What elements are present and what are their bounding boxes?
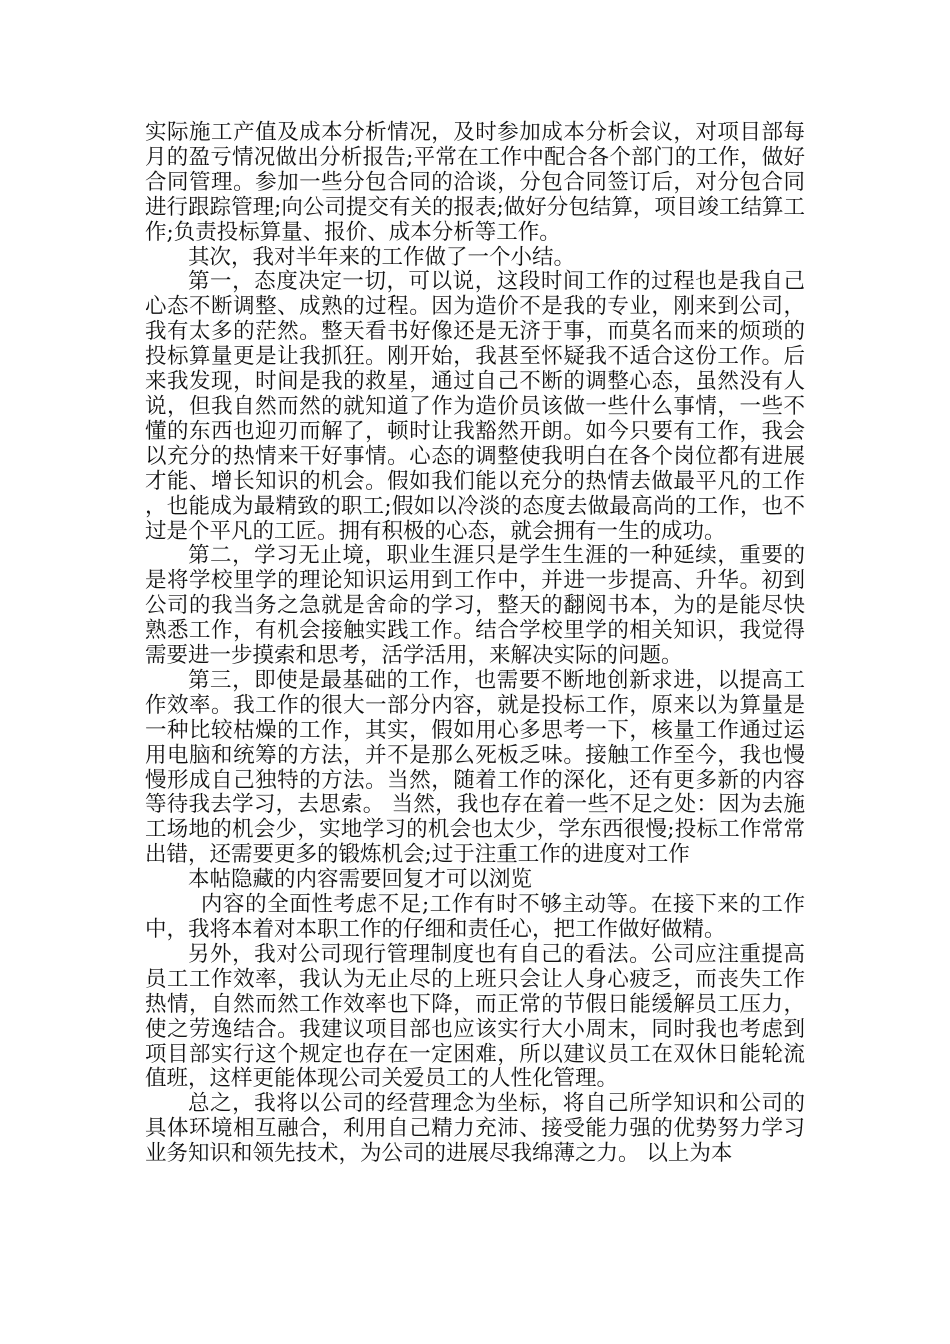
- paragraph-4: 第二，学习无止境，职业生涯只是学生生涯的一种延续，重要的是将学校里学的理论知识运用到工作中，并进一步提高、升华。初到公司的我当务之急就是舍命的学习，整天的翻阅书本，为的是能尽快熟悉工作，有机会接触实践工作。结合学校里学的相关知识，我觉得需要进一步摸索和思考，活学活用，来解决实际的问题。: [145, 543, 805, 669]
- paragraph-6: 内容的全面性考虑不足;工作有时不够主动等。在接下来的工作中，我将本着对本职工作的仔细和责任心，把工作做好做精。: [145, 892, 805, 942]
- hidden-content-notice: 本帖隐藏的内容需要回复才可以浏览: [188, 867, 533, 893]
- document-body: [145, 121, 805, 1167]
- paragraph-5: 第三，即使是最基础的工作，也需要不断地创新求进，以提高工作效率。我工作的很大一部分内容，就是投标工作，原来以为算量是一种比较枯燥的工作，其实，假如用心多思考一下，核量工作通过运用电脑和统筹的方法，并不是那么死板乏味。接触工作至今，我也慢慢形成自己独特的方法。当然，随着工作的深化，还有更多新的内容等待我去学习，去思索。 当然，我也存在着一些不足之处：因为去施工场地的机会少，实地学习的机会也太少，学东西很慢;投标工作常常出错，还需要更多的锻炼机会;过于注重工作的进度对工作: [145, 667, 805, 868]
- paragraph-3: 第一，态度决定一切，可以说，这段时间工作的过程也是我自己心态不断调整、成熟的过程。因为造价不是我的专业，刚来到公司，我有太多的茫然。整天看书好像还是无济于事，而莫名而来的烦琐的投标算量更是让我抓狂。刚开始，我甚至怀疑我不适合这份工作。后来我发现，时间是我的救星，通过自己不断的调整心态，虽然没有人说，但我自然而然的就知道了作为造价员该做一些什么事情，一些不懂的东西也迎刃而解了，顿时让我豁然开朗。如今只要有工作，我会以充分的热情来干好事情。心态的调整使我明白在各个岗位都有进展才能、增长知识的机会。假如我们能以充分的热情去做最平凡的工作，也能成为最精致的职工;假如以冷淡的态度去做最高尚的工作，也不过是个平凡的工匠。拥有积极的心态，就会拥有一生的成功。: [145, 269, 805, 544]
- paragraph-2: 其次，我对半年来的工作做了一个小结。: [188, 244, 576, 270]
- paragraph-1: 实际施工产值及成本分析情况，及时参加成本分析会议，对项目部每月的盈亏情况做出分析报告;平常在工作中配合各个部门的工作，做好合同管理。参加一些分包合同的洽谈，分包合同签订后，对分包合同进行跟踪管理;向公司提交有关的报表;做好分包结算，项目竣工结算工作;负责投标算量、报价、成本分析等工作。: [145, 120, 805, 245]
- paragraph-7: 另外，我对公司现行管理制度也有自己的看法。公司应注重提高员工工作效率，我认为无止尽的上班只会让人身心疲乏，而丧失工作热情，自然而然工作效率也下降，而正常的节假日能缓解员工压力，使之劳逸结合。我建议项目部也应该实行大小周末，同时我也考虑到项目部实行这个规定也存在一定困难，所以建议员工在双休日能轮流值班，这样更能体现公司关爱员工的人性化管理。: [145, 941, 805, 1092]
- paragraph-8: 总之，我将以公司的经营理念为坐标，将自己所学知识和公司的具体环境相互融合，利用自己精力充沛、接受能力强的优势努力学习业务知识和领先技术，为公司的进展尽我绵薄之力。 以上为本: [145, 1091, 805, 1167]
